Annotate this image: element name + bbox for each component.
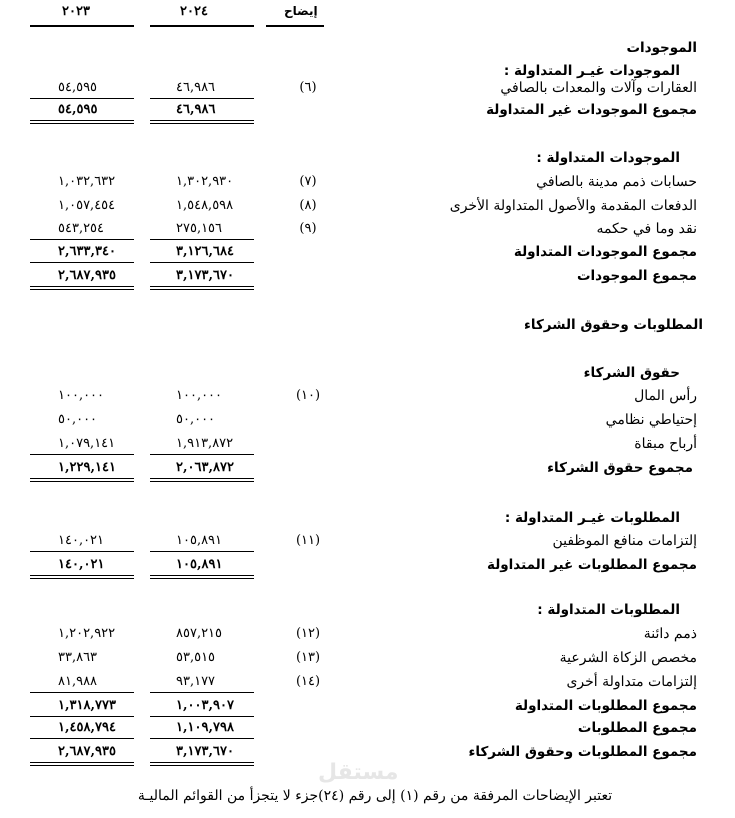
double-rule [150, 478, 254, 479]
total-row [0, 718, 735, 738]
row-label: مجموع المطلوبات وحقوق الشركاء [468, 744, 697, 760]
double-rule [150, 120, 254, 121]
single-rule [30, 239, 134, 240]
double-rule [30, 575, 134, 576]
value-2023: ١٠٠,٠٠٠ [58, 388, 105, 403]
value-2024: ٤٦,٩٨٦ [176, 80, 216, 95]
line-item [0, 434, 735, 454]
line-item [0, 78, 735, 98]
note-ref: (١٢) [295, 626, 321, 641]
value-2024: ٢٧٥,١٥٦ [176, 221, 223, 236]
total-row [0, 458, 735, 478]
single-rule [30, 454, 134, 455]
value-2024: ٤٦,٩٨٦ [176, 102, 216, 117]
single-rule [150, 551, 254, 552]
double-rule [30, 762, 134, 763]
row-label: رأس المال [634, 388, 697, 404]
double-rule [30, 286, 134, 287]
value-2023: ١٤٠,٠٢١ [58, 557, 105, 572]
value-2024: ١,٠٠٣,٩٠٧ [176, 698, 234, 713]
line-item [0, 672, 735, 692]
single-rule [150, 262, 254, 263]
row-label: مجموع الموجودات [576, 268, 697, 284]
note-ref: (١٣) [295, 650, 321, 665]
double-rule [30, 578, 134, 579]
single-rule [150, 239, 254, 240]
line-item [0, 531, 735, 551]
double-rule [150, 762, 254, 763]
row-label: إلتزامات متداولة أخرى [566, 674, 697, 690]
section-heading [0, 315, 735, 335]
value-2023: ٢,٦٨٧,٩٣٥ [58, 268, 116, 283]
line-item [0, 172, 735, 192]
double-rule [150, 765, 254, 766]
row-label: أرباح مبقاة [634, 436, 697, 452]
double-rule [30, 478, 134, 479]
value-2023: ١,٢٢٩,١٤١ [58, 460, 116, 475]
section-heading [0, 38, 735, 58]
value-2024: ١,٥٤٨,٥٩٨ [176, 198, 234, 213]
double-rule [30, 120, 134, 121]
header-2023: ٢٠٢٣ [62, 4, 90, 19]
section-heading [0, 600, 735, 620]
value-2024: ٣,١٧٣,٦٧٠ [176, 744, 234, 759]
row-label: مجموع الموجودات المتداولة [513, 244, 697, 260]
single-rule [150, 692, 254, 693]
footer-note: تعتبر الإيضاحات المرفقة من رقم (١) إلى رقم (٢٤)جزء لا يتجزأ من القوائم الماليـة [137, 788, 613, 804]
value-2023: ٣٣,٨٦٣ [58, 650, 98, 665]
double-rule [150, 123, 254, 124]
header-underline-2024 [150, 25, 254, 27]
double-rule [150, 289, 254, 290]
value-2023: ٥٤,٥٩٥ [58, 80, 98, 95]
header-note: إيضاح [284, 4, 318, 18]
value-2023: ٥٤,٥٩٥ [58, 102, 98, 117]
value-2023: ٢,٦٨٧,٩٣٥ [58, 744, 116, 759]
value-2023: ١,٠٥٧,٤٥٤ [58, 198, 116, 213]
watermark-logo: مستقل [318, 760, 399, 785]
row-label: ذمم دائنة [643, 626, 697, 642]
value-2023: ١,٠٧٩,١٤١ [58, 436, 116, 451]
double-rule [30, 481, 134, 482]
value-2024: ٥٣,٥١٥ [176, 650, 216, 665]
row-label: الموجودات [626, 40, 697, 56]
double-rule [30, 289, 134, 290]
line-item [0, 624, 735, 644]
value-2024: ٣,١٧٣,٦٧٠ [176, 268, 234, 283]
value-2024: ١٠٥,٨٩١ [176, 533, 223, 548]
value-2023: ١,٣١٨,٧٧٣ [58, 698, 116, 713]
double-rule [150, 286, 254, 287]
row-label: إحتياطي نظامي [605, 412, 697, 428]
note-ref: (٨) [299, 198, 317, 213]
row-label: مجموع المطلوبات [577, 720, 697, 736]
value-2024: ١,٣٠٢,٩٣٠ [176, 174, 234, 189]
line-item [0, 196, 735, 216]
row-label: المطلوبات وحقوق الشركاء [523, 317, 703, 333]
row-label: مجموع الموجودات غير المتداولة [486, 102, 697, 118]
value-2023: ١,٠٣٢,٦٣٢ [58, 174, 116, 189]
note-ref: (١٠) [295, 388, 321, 403]
double-rule [150, 481, 254, 482]
value-2024: ١٠٠,٠٠٠ [176, 388, 223, 403]
value-2023: ٨١,٩٨٨ [58, 674, 98, 689]
section-heading [0, 508, 735, 528]
total-row [0, 742, 735, 762]
row-label: حقوق الشركاء [583, 365, 680, 381]
value-2023: ٢,٦٣٣,٣٤٠ [58, 244, 116, 259]
value-2024: ٣,١٢٦,٦٨٤ [176, 244, 234, 259]
note-ref: (١١) [295, 533, 321, 548]
total-row [0, 266, 735, 286]
value-2024: ٢,٠٦٣,٨٧٢ [176, 460, 234, 475]
note-ref: (١٤) [295, 674, 321, 689]
single-rule [150, 738, 254, 739]
row-label: الدفعات المقدمة والأصول المتداولة الأخرى [449, 198, 697, 214]
section-heading [0, 363, 735, 383]
total-row [0, 100, 735, 120]
single-rule [30, 98, 134, 99]
single-rule [150, 98, 254, 99]
total-row [0, 555, 735, 575]
row-label: المطلوبات المتداولة : [537, 602, 680, 618]
value-2023: ٥٠,٠٠٠ [58, 412, 98, 427]
value-2023: ١,٤٥٨,٧٩٤ [58, 720, 116, 735]
value-2024: ٥٠,٠٠٠ [176, 412, 216, 427]
single-rule [30, 692, 134, 693]
note-ref: (٩) [299, 221, 317, 236]
header-2024: ٢٠٢٤ [180, 4, 208, 19]
single-rule [30, 716, 134, 717]
note-ref: (٧) [299, 174, 317, 189]
row-label: نقد وما في حكمه [596, 221, 697, 237]
value-2024: ١,٩١٣,٨٧٢ [176, 436, 234, 451]
section-heading [0, 148, 735, 168]
value-2024: ١,١٠٩,٧٩٨ [176, 720, 234, 735]
line-item [0, 386, 735, 406]
double-rule [30, 765, 134, 766]
value-2024: ١٠٥,٨٩١ [176, 557, 223, 572]
value-2024: ٨٥٧,٢١٥ [176, 626, 223, 641]
single-rule [30, 551, 134, 552]
value-2023: ٥٤٣,٢٥٤ [58, 221, 105, 236]
row-label: مجموع المطلوبات غير المتداولة [487, 557, 697, 573]
value-2023: ١,٢٠٢,٩٢٢ [58, 626, 116, 641]
note-ref: (٦) [299, 80, 317, 95]
header-underline-2023 [30, 25, 134, 27]
header-underline-note [266, 25, 324, 27]
row-label: حسابات ذمم مدينة بالصافي [536, 174, 697, 190]
value-2023: ١٤٠,٠٢١ [58, 533, 105, 548]
double-rule [150, 575, 254, 576]
double-rule [150, 578, 254, 579]
line-item [0, 219, 735, 239]
single-rule [150, 716, 254, 717]
row-label: الموجودات غيـر المتداولة : [503, 63, 680, 79]
row-label: الموجودات المتداولة : [536, 150, 680, 166]
row-label: إلتزامات منافع الموظفين [552, 533, 697, 549]
single-rule [30, 738, 134, 739]
double-rule [30, 123, 134, 124]
value-2024: ٩٣,١٧٧ [176, 674, 216, 689]
total-row [0, 242, 735, 262]
single-rule [150, 454, 254, 455]
total-row [0, 696, 735, 716]
row-label: مجموع حقوق الشركاء [547, 460, 693, 476]
row-label: مخصص الزكاة الشرعية [559, 650, 697, 666]
line-item [0, 410, 735, 430]
single-rule [30, 262, 134, 263]
row-label: مجموع المطلوبات المتداولة [514, 698, 697, 714]
row-label: المطلوبات غيـر المتداولة : [504, 510, 680, 526]
line-item [0, 648, 735, 668]
row-label: العقارات وآلات والمعدات بالصافي [500, 80, 697, 96]
